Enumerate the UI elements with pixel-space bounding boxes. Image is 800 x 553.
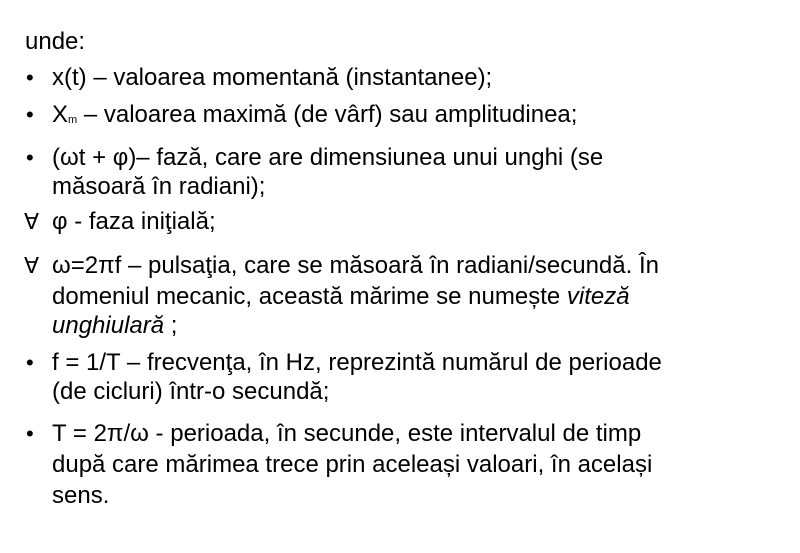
symbol-x: X	[52, 101, 69, 128]
intro-label: unde:	[25, 28, 86, 55]
item-pulsation-line2	[52, 283, 630, 311]
bullet-dot: •	[26, 421, 34, 446]
bullet-dot: •	[26, 350, 34, 375]
item-period-line3: sens.	[52, 482, 110, 509]
forall-symbol: ∀	[24, 253, 40, 278]
symbol-subscript: m	[68, 114, 78, 126]
bullet-dot: •	[26, 65, 34, 90]
bullet-dot: •	[26, 145, 34, 170]
item-phase-line2: măsoară în radiani);	[52, 173, 266, 200]
item-pulsation-line2-text: domeniul mecanic, această mărime se numește	[52, 283, 567, 310]
item-max-value	[52, 101, 577, 134]
item-pulsation-line1: ω=2πf – pulsaţia, care se măsoară în radiani/secundă. În	[52, 252, 659, 279]
item-momentary-value: x(t) – valoarea momentană (instantanee);	[52, 64, 493, 91]
item-max-value-text: – valoarea maximă (de vârf) sau amplitudinea;	[77, 101, 578, 128]
item-pulsation-line3	[52, 312, 177, 340]
item-pulsation-line3-text: ;	[164, 312, 178, 339]
item-period-line1: T = 2π/ω - perioada, în secunde, este intervalul de timp	[52, 420, 642, 447]
item-frequency-line2: (de cicluri) într-o secundă;	[52, 378, 330, 405]
item-frequency-line1: f = 1/T – frecvenţa, în Hz, reprezintă numărul de perioade	[52, 349, 662, 376]
italic-term-angular: unghiulară	[52, 312, 165, 339]
item-initial-phase: φ - faza iniţială;	[52, 208, 216, 235]
item-phase-line1: (ωt + φ)– fază, care are dimensiunea unui unghi (se	[52, 144, 604, 171]
italic-term-speed: viteză	[566, 283, 630, 310]
bullet-dot: •	[26, 102, 34, 127]
forall-symbol: ∀	[24, 209, 40, 234]
item-period-line2: după care mărimea trece prin aceleași valoari, în același	[52, 451, 653, 478]
